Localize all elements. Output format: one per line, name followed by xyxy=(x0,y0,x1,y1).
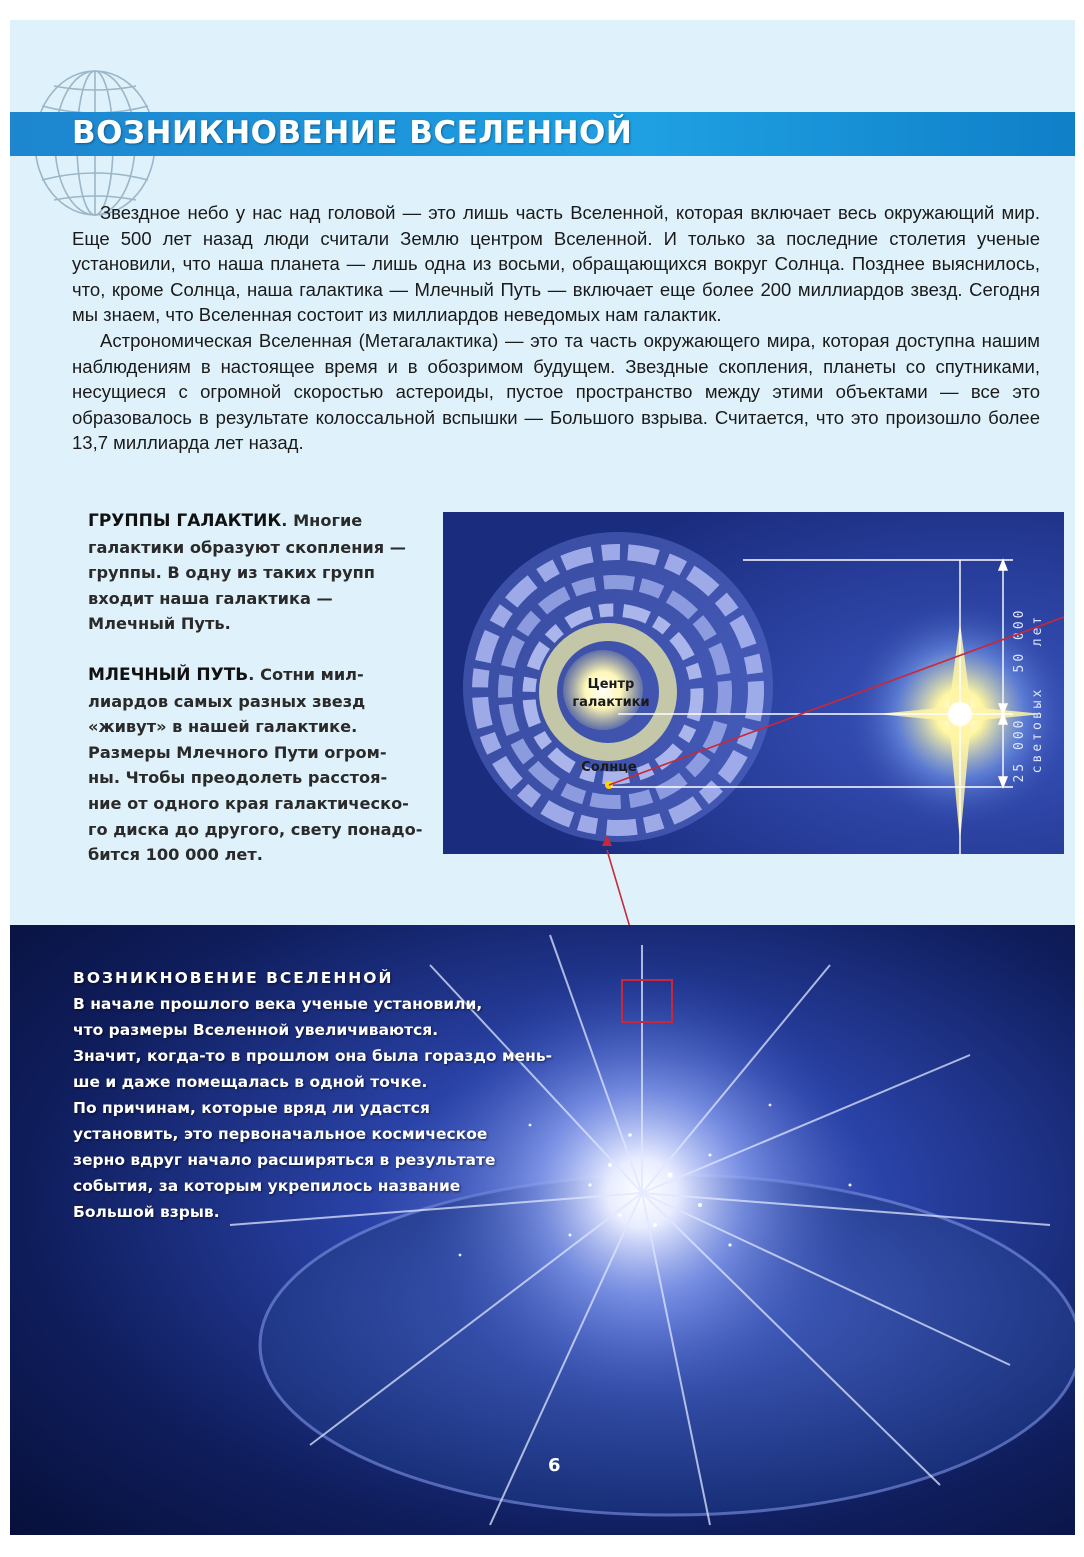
milky-way-line-6: ние от одного края галактическо- xyxy=(88,793,409,813)
milky-way-note: МЛЕЧНЫЙ ПУТЬ. Сотни мил- лиардов самых разных звезд «живут» в нашей галактике. Размеры Млечного Пути огром- ны. Чтобы преодолеть расстоя- ние от одного края галактическо- го диска до другого, свету понадо- бится 100 000 лет. xyxy=(88,665,423,865)
intro-paragraph-2: Астрономическая Вселенная (Метагалактика) — это та часть окружающего мира, которая доступна нашим наблюдениям в настоящее время и в обозримом будущем. Звездные скопления, планеты со спутниками, несущиеся с огромной скоростью астероиды, пустое пространство между этими объектами — все это образовалось в результате колоссальной вспышки — Большого взрыва. Считается, что это произошло более 13,7 миллиарда лет назад. xyxy=(72,329,1040,454)
big-bang-line-8: события, за которым укрепилось название xyxy=(73,1177,461,1195)
page xyxy=(10,20,1075,1535)
dimension-upper: 50 000 xyxy=(1012,607,1027,673)
big-bang-line-2: что размеры Вселенной увеличиваются. xyxy=(73,1021,439,1039)
galaxy-groups-line-5: Млечный Путь. xyxy=(88,614,231,634)
milky-way-diagram xyxy=(443,512,1064,854)
page-title: ВОЗНИКНОВЕНИЕ ВСЕЛЕННОЙ xyxy=(72,115,633,151)
big-bang-line-6: установить, это первоначальное космическое xyxy=(73,1125,488,1143)
big-bang-title: ВОЗНИКНОВЕНИЕ ВСЕЛЕННОЙ xyxy=(73,969,394,987)
big-bang-line-3: Значит, когда-то в прошлом она была гораздо мень- xyxy=(73,1047,553,1065)
milky-way-line-3: «живут» в нашей галактике. xyxy=(88,717,358,737)
dimension-lower: 25 000 xyxy=(1012,717,1027,783)
sun-label: Солнце xyxy=(581,760,637,775)
galaxy-groups-line-1: Многие xyxy=(293,511,363,530)
intro-paragraph-1: Звездное небо у нас над головой — это лишь часть Вселенной, которая включает весь окружающий мир. Еще 500 лет назад люди считали Землю центром Вселенной. И только за последние столетия ученые установили, что наша планета — лишь одна из восьми, обращающихся вокруг Солнца. Позднее выяснилось, что, кроме Солнца, наша галактика — Млечный Путь — включает еще более 200 миллиардов звезд. Сегодня мы знаем, что Вселенная состоит из миллиардов неведомых нам галактик. xyxy=(72,202,1040,326)
unit-word-2: лет xyxy=(1030,613,1045,647)
big-bang-line-7: зерно вдруг начало расширяться в результате xyxy=(73,1151,496,1169)
milky-way-line-8: бится 100 000 лет. xyxy=(88,845,263,865)
intro-text xyxy=(72,200,1040,456)
galaxy-center-label-2: галактики xyxy=(572,695,650,710)
big-bang-line-1: В начале прошлого века ученые установили, xyxy=(73,995,483,1013)
galaxy-groups-title: ГРУППЫ ГАЛАКТИК xyxy=(88,511,282,531)
milky-way-line-2: лиардов самых разных звезд xyxy=(88,691,366,711)
milky-way-title: МЛЕЧНЫЙ ПУТЬ xyxy=(88,665,249,685)
page-number: 6 xyxy=(548,1455,561,1476)
galaxy-groups-line-4: входит наша галактика — xyxy=(88,588,333,608)
milky-way-line-5: ны. Чтобы преодолеть расстоя- xyxy=(88,768,388,788)
galaxy-groups-line-2: галактики образуют скопления — xyxy=(88,537,406,557)
galaxy-center-label-1: Центр xyxy=(587,677,635,692)
big-bang-line-4: ше и даже помещалась в одной точке. xyxy=(73,1073,428,1091)
big-bang-line-5: По причинам, которые вряд ли удастся xyxy=(73,1099,430,1117)
big-bang-line-9: Большой взрыв. xyxy=(73,1203,220,1221)
galaxy-groups-note: ГРУППЫ ГАЛАКТИК. Многие галактики образуют скопления — группы. В одну из таких групп входит наша галактика — Млечный Путь. xyxy=(88,511,406,634)
milky-way-line-4: Размеры Млечного Пути огром- xyxy=(88,742,387,762)
big-bang-text xyxy=(73,965,593,1225)
galaxy-groups-line-3: группы. В одну из таких групп xyxy=(88,563,375,583)
milky-way-line-1: Сотни мил- xyxy=(260,665,364,684)
milky-way-line-7: го диска до другого, свету понадо- xyxy=(88,819,423,839)
big-bang-illustration xyxy=(10,925,1075,1535)
unit-word-1: световых xyxy=(1030,686,1045,774)
